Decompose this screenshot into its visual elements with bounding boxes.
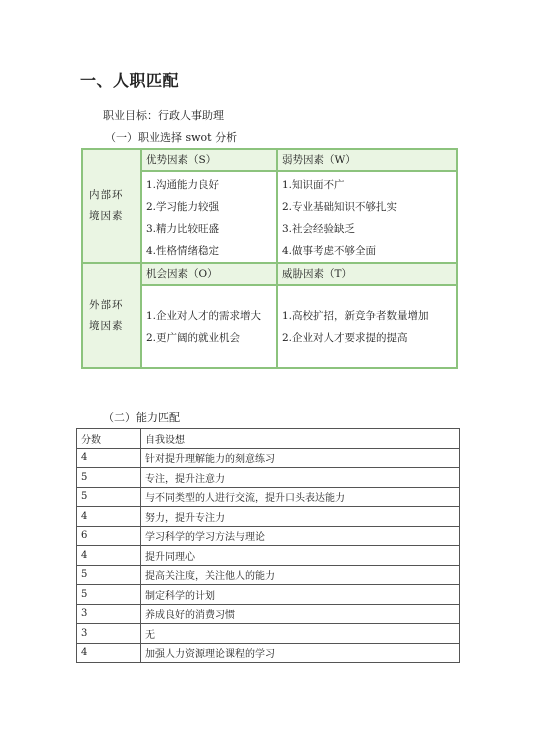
table-row bbox=[77, 526, 460, 546]
score-cell: 4 bbox=[77, 507, 141, 527]
score-cell: 5 bbox=[77, 468, 141, 488]
plan-cell: 制定科学的计划 bbox=[141, 585, 460, 605]
threat-item: 1.高校扩招，新竞争者数量增加 bbox=[282, 309, 429, 322]
threats-list bbox=[277, 285, 457, 368]
ability-table bbox=[76, 428, 460, 663]
opportunities-title: 机会因素（O） bbox=[141, 263, 277, 285]
plan-cell: 无 bbox=[141, 624, 460, 644]
table-row bbox=[77, 487, 460, 507]
score-cell: 5 bbox=[77, 487, 141, 507]
score-cell: 4 bbox=[77, 546, 141, 566]
plan-cell: 学习科学的学习方法与理论 bbox=[141, 526, 460, 546]
external-environment-label: 外部环境因素 bbox=[82, 263, 141, 368]
plan-cell: 提升同理心 bbox=[141, 546, 460, 566]
weakness-item: 2.专业基础知识不够扎实 bbox=[282, 201, 398, 213]
swot-row-external-head bbox=[82, 263, 457, 285]
opportunities-list bbox=[141, 285, 277, 368]
internal-environment-label: 内部环境因素 bbox=[82, 149, 141, 263]
score-cell: 5 bbox=[77, 565, 141, 585]
table-row bbox=[77, 565, 460, 585]
plan-cell: 养成良好的消费习惯 bbox=[141, 604, 460, 624]
swot-section-title: （一）职业选择 swot 分析 bbox=[105, 131, 238, 144]
strength-item: 2.学习能力较强 bbox=[146, 201, 220, 213]
strength-item: 3.精力比较旺盛 bbox=[146, 223, 220, 235]
score-cell: 4 bbox=[77, 448, 141, 468]
column-header-score: 分数 bbox=[77, 429, 141, 449]
column-header-plan: 自我设想 bbox=[141, 429, 460, 449]
score-cell: 3 bbox=[77, 624, 141, 644]
weakness-item: 3.社会经验缺乏 bbox=[282, 223, 356, 235]
table-header-row bbox=[77, 429, 460, 449]
score-cell: 6 bbox=[77, 526, 141, 546]
opportunity-item: 2.更广阔的就业机会 bbox=[146, 331, 241, 344]
score-cell: 3 bbox=[77, 604, 141, 624]
table-row bbox=[77, 546, 460, 566]
table-row bbox=[77, 468, 460, 488]
ability-section-title: （二）能力匹配 bbox=[103, 411, 180, 424]
threat-item: 2.企业对人才要求提的提高 bbox=[282, 331, 408, 344]
table-row bbox=[77, 507, 460, 527]
career-goal: 职业目标：行政人事助理 bbox=[103, 109, 224, 122]
weakness-item: 1.知识面不广 bbox=[282, 179, 345, 191]
weaknesses-list bbox=[277, 171, 457, 263]
plan-cell: 与不同类型的人进行交流，提升口头表达能力 bbox=[141, 487, 460, 507]
table-row bbox=[77, 643, 460, 663]
plan-cell: 努力，提升专注力 bbox=[141, 507, 460, 527]
swot-table bbox=[81, 148, 458, 369]
score-cell: 4 bbox=[77, 643, 141, 663]
strength-item: 1.沟通能力良好 bbox=[146, 179, 220, 191]
plan-cell: 加强人力资源理论课程的学习 bbox=[141, 643, 460, 663]
table-row bbox=[77, 448, 460, 468]
table-row bbox=[77, 585, 460, 605]
plan-cell: 专注，提升注意力 bbox=[141, 468, 460, 488]
swot-row-internal-head bbox=[82, 149, 457, 171]
plan-cell: 针对提升理解能力的刻意练习 bbox=[141, 448, 460, 468]
weakness-item: 4.做事考虑不够全面 bbox=[282, 245, 377, 257]
opportunity-item: 1.企业对人才的需求增大 bbox=[146, 309, 262, 322]
threats-title: 威胁因素（T） bbox=[277, 263, 457, 285]
strengths-title: 优势因素（S） bbox=[141, 149, 277, 171]
table-row bbox=[77, 624, 460, 644]
table-row bbox=[77, 604, 460, 624]
score-cell: 5 bbox=[77, 585, 141, 605]
strength-item: 4.性格情绪稳定 bbox=[146, 245, 220, 257]
strengths-list bbox=[141, 171, 277, 263]
weaknesses-title: 弱势因素（W） bbox=[277, 149, 457, 171]
plan-cell: 提高关注度，关注他人的能力 bbox=[141, 565, 460, 585]
section-heading: 一、人职匹配 bbox=[80, 71, 180, 90]
